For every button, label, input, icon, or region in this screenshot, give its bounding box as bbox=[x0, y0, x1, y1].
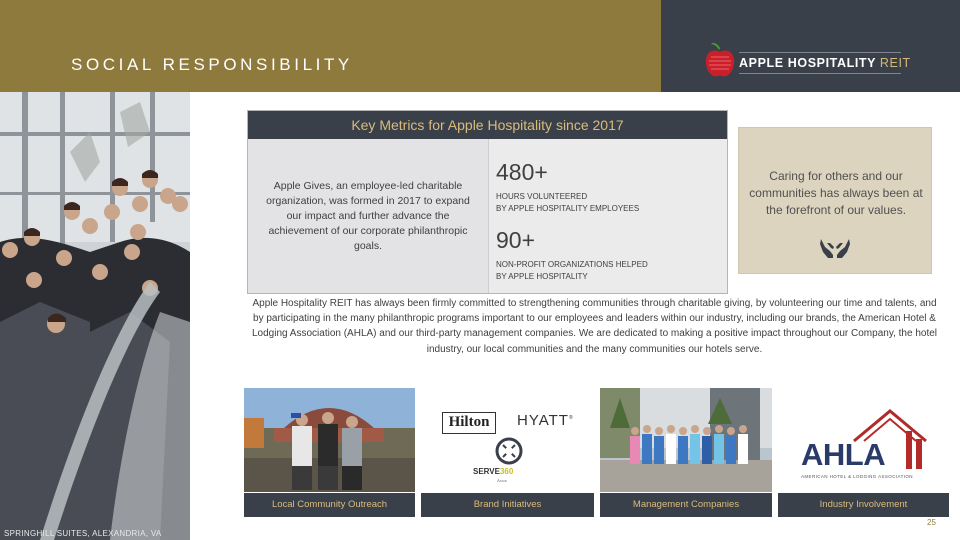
hilton-logo: Hilton bbox=[442, 412, 496, 434]
serve360-emblem-icon bbox=[494, 436, 524, 466]
management-team-photo bbox=[600, 388, 772, 492]
logo-wordmark: APPLE HOSPITALITY REIT bbox=[739, 56, 911, 70]
ahla-full-name: AMERICAN HOTEL & LODGING ASSOCIATION bbox=[801, 474, 913, 479]
apple-logo-icon bbox=[703, 41, 737, 81]
ahla-logo: AHLA bbox=[801, 437, 886, 472]
page-number: 25 bbox=[927, 518, 936, 527]
staff-group-photo bbox=[0, 92, 190, 540]
photo-caption: SPRINGHILL SUITES, ALEXANDRIA, VA bbox=[4, 529, 162, 538]
metric-label: NON-PROFIT ORGANIZATIONS HELPED BY APPLE HOSPITALITY bbox=[496, 260, 648, 281]
serve360-sublabel: Accor bbox=[497, 478, 507, 483]
metrics-description: Apple Gives, an employee-led charitable organization, was formed in 2017 to expand our impact and further advance the achievement of our corporate philanthropic goals. bbox=[248, 139, 488, 293]
tile-label-brand-initiatives: Brand Initiatives bbox=[421, 493, 594, 517]
tile-label-management-companies: Management Companies bbox=[600, 493, 772, 517]
hyatt-logo: HYATT® bbox=[517, 412, 574, 429]
metric-label: HOURS VOLUNTEERED BY APPLE HOSPITALITY EMPLOYEES bbox=[496, 192, 640, 213]
metric-value: 90+ bbox=[496, 227, 536, 253]
key-metrics-panel bbox=[247, 110, 728, 294]
metric-nonprofits bbox=[496, 227, 648, 282]
metrics-heading: Key Metrics for Apple Hospitality since 2017 bbox=[248, 111, 727, 139]
commitment-paragraph: Apple Hospitality REIT has always been firmly committed to strengthening communities through charitable giving, by volunteering our time and talents, and by participating in the many philanthropic programs important to our employees and leaders within our industry, including our brands, the American Hotel & Lodging Association (AHLA) and our third-party management companies. We are dedicated to making a positive impact throughout our Company, the hotel industry, our local communities and the many communities our hotels serve. bbox=[251, 298, 937, 355]
company-logo bbox=[703, 41, 913, 81]
values-statement: Caring for others and our communities has always been at the forefront of our values. bbox=[749, 169, 923, 217]
header-bar bbox=[0, 0, 661, 92]
metrics-values bbox=[488, 139, 727, 293]
page-title: SOCIAL RESPONSIBILITY bbox=[71, 55, 353, 74]
values-card bbox=[738, 127, 932, 274]
serve360-logo: SERVE360 bbox=[473, 467, 514, 476]
tile-label-local-outreach: Local Community Outreach bbox=[244, 493, 415, 517]
metric-volunteer-hours bbox=[496, 159, 639, 214]
community-outreach-photo bbox=[244, 388, 415, 492]
metric-value: 480+ bbox=[496, 159, 548, 185]
helping-hands-icon bbox=[819, 235, 851, 259]
tile-label-industry-involvement: Industry Involvement bbox=[778, 493, 949, 517]
